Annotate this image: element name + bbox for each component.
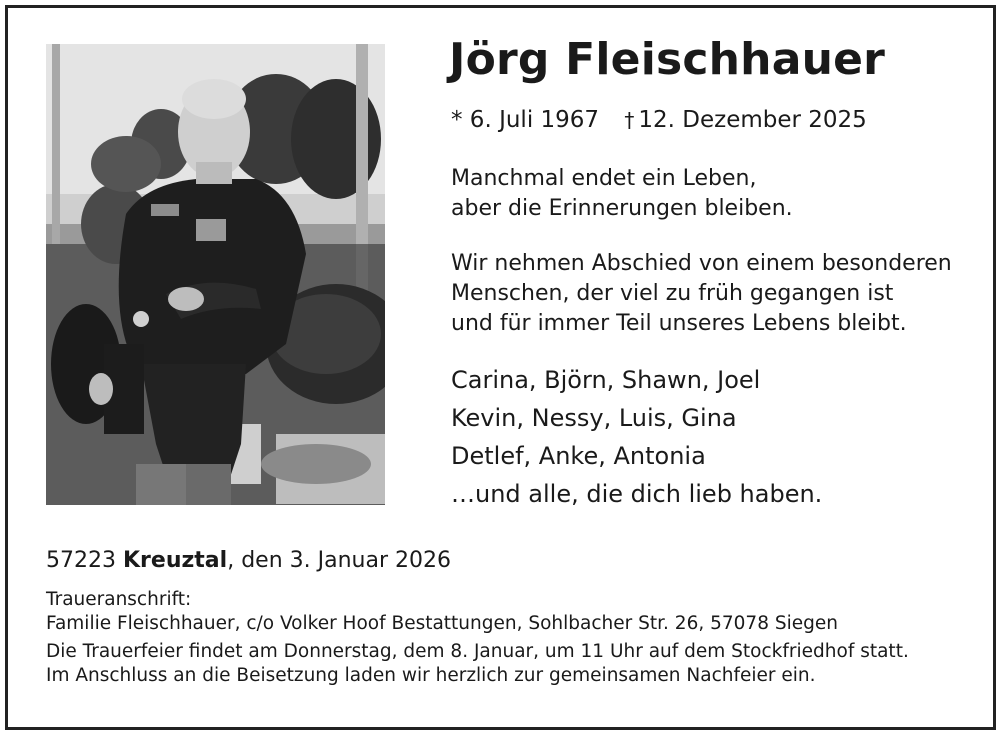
verse-farewell xyxy=(451,249,952,339)
portrait-photo xyxy=(46,44,385,505)
reception-info: Im Anschluss an die Beisetzung laden wir herzlich zur gemeinsamen Nachfeier ein. xyxy=(46,665,816,686)
verse-line: aber die Erinnerungen bleiben. xyxy=(451,196,793,221)
announcement-date: , den 3. Januar 2026 xyxy=(227,548,451,573)
place-and-date xyxy=(46,548,451,573)
mourners-line: Carina, Björn, Shawn, Joel xyxy=(451,366,761,394)
death-date: 12. Dezember 2025 xyxy=(638,107,867,133)
mourning-address: Familie Fleischhauer, c/o Volker Hoof Bestattungen, Sohlbacher Str. 26, 57078 Siegen xyxy=(46,613,838,634)
city: Kreuztal xyxy=(123,548,228,573)
cross-icon: † xyxy=(624,108,635,132)
life-dates xyxy=(451,107,867,133)
mourners-line: Kevin, Nessy, Luis, Gina xyxy=(451,404,737,432)
ceremony-info: Die Trauerfeier findet am Donnerstag, dem 8. Januar, um 11 Uhr auf dem Stockfriedhof statt. xyxy=(46,641,909,662)
address-label: Traueranschrift: xyxy=(46,589,192,610)
death-date-group xyxy=(624,107,866,133)
verse-line: Menschen, der viel zu früh gegangen ist xyxy=(451,281,894,306)
verse-line: Wir nehmen Abschied von einem besonderen xyxy=(451,251,952,276)
mourners-line: Detlef, Anke, Antonia xyxy=(451,442,706,470)
verse-line: Manchmal endet ein Leben, xyxy=(451,166,757,191)
verse-line: und für immer Teil unseres Lebens bleibt. xyxy=(451,311,907,336)
postcode: 57223 xyxy=(46,548,116,573)
mourners-list xyxy=(451,361,822,513)
deceased-name: Jörg Fleischhauer xyxy=(449,34,886,85)
funeral-details xyxy=(46,588,909,688)
portrait-photo-icon xyxy=(46,44,385,505)
mourners-line: …und alle, die dich lieb haben. xyxy=(451,480,823,508)
birth-date: * 6. Juli 1967 xyxy=(451,107,600,133)
verse-memories xyxy=(451,164,793,224)
